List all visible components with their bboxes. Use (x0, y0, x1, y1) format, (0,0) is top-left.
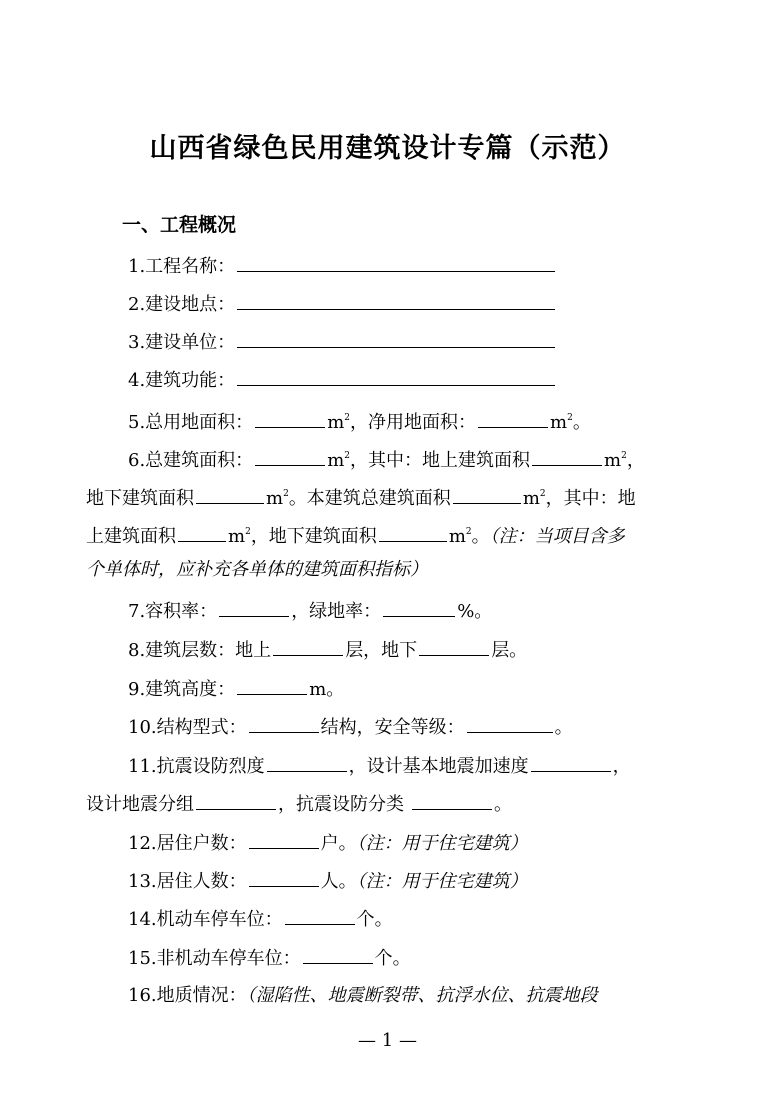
field-label: ，其中：地 (545, 488, 636, 509)
field-label: 1.工程名称： (128, 256, 236, 277)
unit-text: m (604, 450, 622, 471)
punctuation: 。 (494, 794, 512, 815)
superscript: 2 (465, 527, 472, 537)
blank-line (196, 484, 264, 504)
unit-text: 人。 (320, 871, 357, 892)
field-residents (128, 867, 528, 895)
field-project-name (128, 252, 557, 280)
blank-line (237, 675, 307, 695)
note-text: （湿陷性、地震断裂带、抗浮水位、抗震地段 (246, 985, 598, 1006)
field-label: 11.抗震设防烈度 (128, 756, 265, 777)
superscript: 2 (567, 413, 573, 423)
field-households (128, 829, 528, 857)
superscript: 2 (539, 489, 546, 499)
field-land-area (128, 405, 591, 436)
field-label: 16.地质情况： (128, 985, 247, 1006)
blank-line (255, 446, 325, 466)
superscript: 2 (344, 451, 350, 461)
unit-text: m (522, 488, 540, 509)
blank-line (255, 408, 325, 428)
blank-line (285, 905, 355, 925)
field-label: 6.总建筑面积： (128, 450, 254, 471)
field-label: 3.建设单位： (128, 332, 236, 353)
blank-line (237, 290, 555, 310)
superscript: 2 (621, 451, 627, 461)
field-label: 上建筑面积 (86, 526, 176, 547)
page-number: — 1 — (358, 1030, 417, 1051)
field-label: 13.居住人数： (128, 871, 247, 892)
field-seismic-cont (86, 790, 512, 818)
punctuation: 。 (471, 526, 490, 547)
field-label: ，净用地面积： (350, 412, 476, 433)
field-building-height (128, 675, 344, 703)
blank-line (412, 790, 492, 810)
field-label: 层。 (491, 640, 528, 661)
field-label: 14.机动车停车位： (128, 909, 283, 930)
field-label: 8.建筑层数：地上 (128, 640, 272, 661)
punctuation: ， (612, 756, 631, 777)
field-label: 层，地下 (345, 640, 418, 661)
field-bicycle-parking (128, 944, 411, 972)
blank-line (303, 944, 373, 964)
field-label: ，地下建筑面积 (250, 526, 377, 547)
field-total-floor-area-cont (86, 481, 636, 512)
field-label: 15.非机动车停车位： (128, 948, 301, 969)
blank-line (237, 252, 555, 272)
field-label: 4.建筑功能： (128, 370, 236, 391)
field-total-floor-area-cont2 (86, 519, 625, 550)
superscript: 2 (245, 527, 251, 537)
field-label: ，绿地率： (291, 601, 382, 622)
field-label: 12.居住户数： (128, 833, 247, 854)
field-vehicle-parking (128, 905, 393, 933)
field-label: 7.容积率： (128, 601, 218, 622)
field-label: 。本建筑总建筑面积 (288, 488, 451, 509)
blank-line (383, 597, 455, 617)
section-heading-project-overview: 一、工程概况 (122, 214, 237, 236)
blank-line (453, 484, 521, 504)
unit-text: m (327, 450, 345, 471)
field-label: ，其中：地上建筑面积 (350, 450, 530, 471)
unit-text: m (228, 526, 246, 547)
unit-text: 个。 (356, 909, 393, 930)
blank-line (467, 713, 553, 733)
unit-text: m (266, 488, 284, 509)
note-text: （注：用于住宅建筑） (356, 833, 528, 854)
unit-text: m。 (309, 679, 345, 700)
unit-text: m (448, 526, 466, 547)
superscript: 2 (344, 413, 350, 423)
field-label: 9.建筑高度： (128, 679, 236, 700)
blank-line (249, 713, 319, 733)
field-label: 设计地震分组 (86, 794, 194, 815)
punctuation: 。 (554, 717, 573, 738)
blank-line (419, 636, 489, 656)
field-label: 结构，安全等级： (320, 717, 465, 738)
field-building-floors (128, 636, 527, 664)
blank-line (273, 636, 343, 656)
unit-text: m (327, 412, 345, 433)
blank-line (379, 522, 447, 542)
field-building-function (128, 366, 557, 394)
field-label: 地下建筑面积 (86, 488, 194, 509)
unit-text: m (550, 412, 568, 433)
blank-line (249, 867, 319, 887)
unit-text: 个。 (374, 948, 411, 969)
blank-line (237, 328, 555, 348)
field-seismic (128, 752, 631, 780)
punctuation: ， (626, 450, 645, 471)
blank-line (531, 752, 611, 772)
field-label: 10.结构型式： (128, 717, 247, 738)
superscript: 2 (283, 489, 289, 499)
blank-line (249, 829, 319, 849)
field-label: 2.建设地点： (128, 294, 236, 315)
field-plot-ratio (128, 597, 492, 625)
blank-line (532, 446, 602, 466)
field-geology (128, 983, 598, 1009)
document-title: 山西省绿色民用建筑设计专篇（示范） (149, 133, 626, 164)
field-construction-unit (128, 328, 557, 356)
blank-line (219, 597, 289, 617)
field-label: 5.总用地面积： (128, 412, 254, 433)
blank-line (267, 752, 347, 772)
note-text: （注：当项目含多 (489, 526, 625, 547)
note-text: （注：用于住宅建筑） (356, 871, 528, 892)
field-construction-site (128, 290, 557, 318)
unit-text: 户。 (320, 833, 357, 854)
field-total-floor-area (128, 443, 645, 474)
field-label: ，抗震设防分类 (278, 794, 404, 815)
field-total-floor-area-note (86, 557, 428, 583)
field-label: ，设计基本地震加速度 (348, 756, 529, 777)
punctuation: 。 (572, 412, 591, 433)
field-structure-type (128, 713, 573, 741)
blank-line (178, 522, 226, 542)
note-text: 个单体时，应补充各单体的建筑面积指标） (86, 559, 428, 580)
blank-line (196, 790, 276, 810)
blank-line (478, 408, 548, 428)
blank-line (237, 366, 555, 386)
unit-text: %。 (457, 601, 493, 622)
